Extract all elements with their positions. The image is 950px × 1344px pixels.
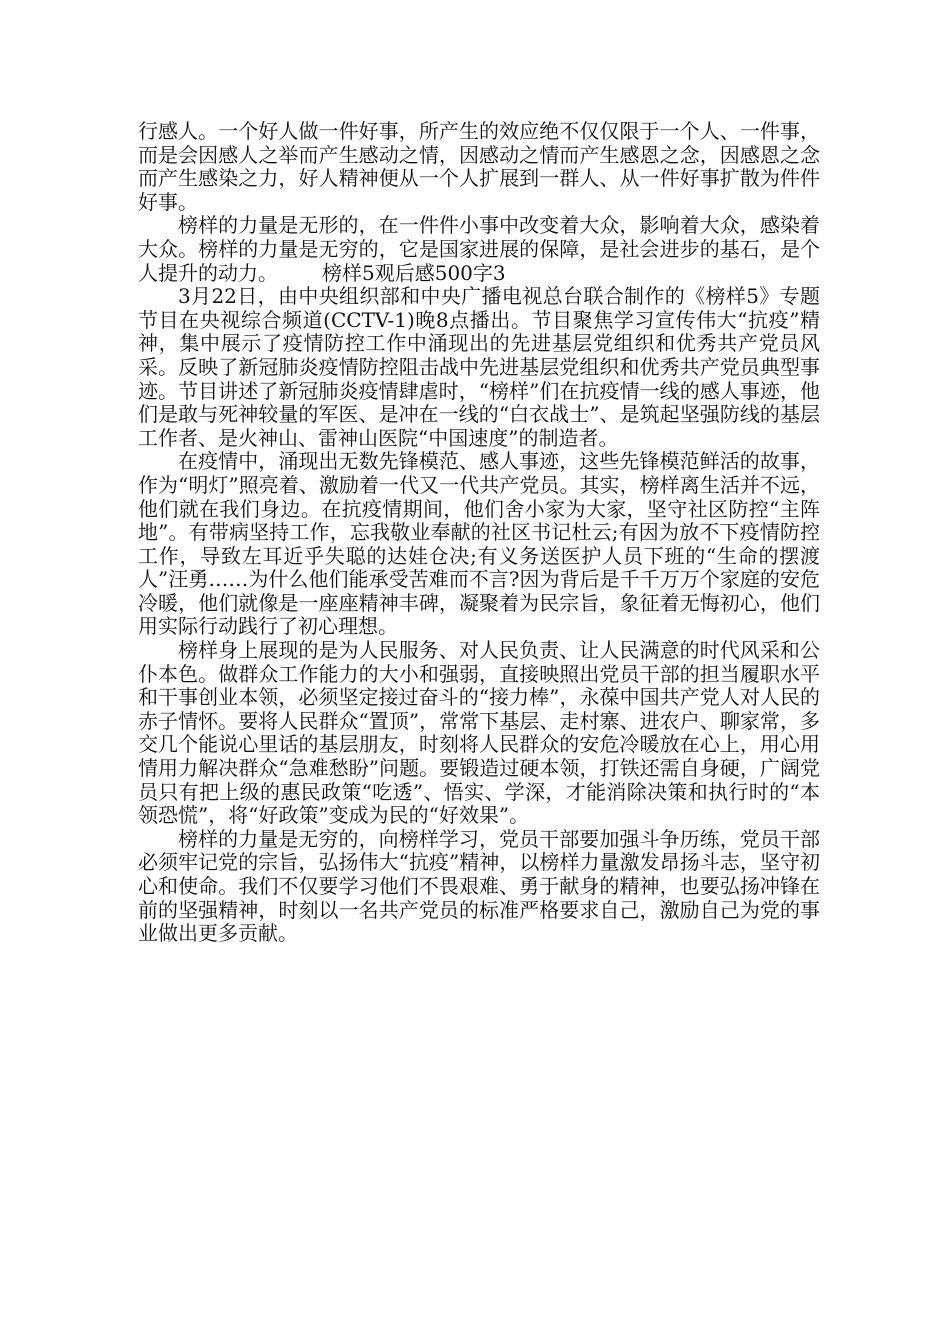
paragraph-2 xyxy=(138,214,820,285)
section-heading: 榜样5观后感500字3 xyxy=(322,260,506,285)
paragraph-4: 在疫情中，涌现出无数先锋模范、感人事迹，这些先锋模范鲜活的故事，作为“明灯”照亮着、激励着一代又一代共产党员。其实，榜样离生活并不远，他们就在我们身边。在抗疫情期间，他们舍小家为大家，坚守社区防控“主阵地”。有带病坚持工作，忘我敬业奉献的社区书记杜云;有因为放不下疫情防控工作，导致左耳近乎失聪的达娃仓决;有义务送医护人员下班的“生命的摆渡人”汪勇……为什么他们能承受苦难而不言?因为背后是千千万万个家庭的安危冷暖，他们就像是一座座精神丰碑，凝聚着为民宗旨，象征着无悔初心，他们用实际行动践行了初心理想。 xyxy=(138,449,820,639)
paragraph-1: 行感人。一个好人做一件好事，所产生的效应绝不仅仅限于一个人、一件事，而是会因感人之举而产生感动之情，因感动之情而产生感恩之念，因感恩之念而产生感染之力，好人精神便从一个人扩展到一群人、从一件好事扩散为件件好事。 xyxy=(138,119,820,214)
paragraph-2-text: 榜样的力量是无形的，在一件件小事中改变着大众，影响着大众，感染着大众。榜样的力量是无穷的，它是国家进展的保障，是社会进步的基石，是个人提升的动力。 xyxy=(138,213,820,285)
paragraph-5: 榜样身上展现的是为人民服务、对人民负责、让人民满意的时代风采和公仆本色。做群众工作能力的大小和强弱，直接映照出党员干部的担当履职水平和干事创业本领，必须坚定接过奋斗的“接力棒”，永葆中国共产党人对人民的赤子情怀。要将人民群众“置顶”，常常下基层、走村寨、进农户、聊家常，多交几个能说心里话的基层朋友，时刻将人民群众的安危冷暖放在心上，用心用情用力解决群众“急难愁盼”问题。要锻造过硬本领，打铁还需自身硬，广阔党员只有把上级的惠民政策“吃透”、悟实、学深，才能消除决策和执行时的“本领恐慌”，将“好政策”变成为民的“好效果”。 xyxy=(138,638,820,828)
paragraph-3: 3月22日，由中央组织部和中央广播电视总台联合制作的《榜样5》专题节目在央视综合频道(CCTV-1)晚8点播出。节目聚焦学习宣传伟大“抗疫”精神，集中展示了疫情防控工作中涌现出的先进基层党组织和优秀共产党员风采。反映了新冠肺炎疫情防控阻击战中先进基层党组织和优秀共产党员典型事迹。节目讲述了新冠肺炎疫情肆虐时，“榜样”们在抗疫情一线的感人事迹，他们是敢与死神较量的军医、是冲在一线的“白衣战士”、是筑起坚强防线的基层工作者、是火神山、雷神山医院“中国速度”的制造者。 xyxy=(138,284,820,450)
paragraph-6: 榜样的力量是无穷的，向榜样学习，党员干部要加强斗争历练，党员干部必须牢记党的宗旨，弘扬伟大“抗疫”精神，以榜样力量激发昂扬斗志，坚守初心和使命。我们不仅要学习他们不畏艰难、勇于献身的精神，也要弘扬冲锋在前的坚强精神，时刻以一名共产党员的标准严格要求自己，激励自己为党的事业做出更多贡献。 xyxy=(138,826,820,946)
document-body xyxy=(138,120,820,946)
